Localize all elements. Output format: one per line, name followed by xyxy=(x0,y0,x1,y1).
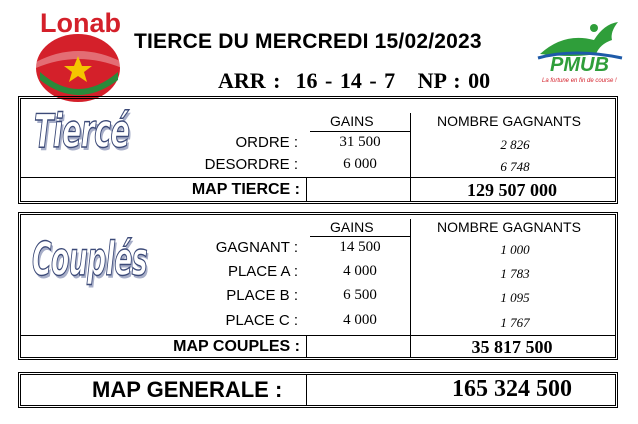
couples-header-underline xyxy=(310,236,410,237)
couples-row-winners: 1 767 xyxy=(500,315,530,330)
lonab-logo xyxy=(26,10,126,105)
couples-row-label: PLACE A : xyxy=(227,263,298,280)
tierce-map-separator xyxy=(20,177,616,178)
tierce-word: Tiercé xyxy=(34,104,130,158)
tierce-row-winners: 6 748 xyxy=(500,159,530,174)
couples-row-label: GAGNANT : xyxy=(215,239,298,256)
pmub-tagline: La fortune en fin de course ! xyxy=(542,78,617,84)
tierce-header-underline xyxy=(310,131,410,132)
couples-row-gain: 4 000 xyxy=(343,263,377,279)
pmub-logo xyxy=(534,14,626,92)
couples-row-winners: 1 000 xyxy=(500,242,530,257)
tierce-row-gain: 6 000 xyxy=(343,156,377,172)
tierce-map-label: MAP TIERCE : xyxy=(191,181,300,198)
couples-column-divider xyxy=(410,219,411,357)
couples-row-label: PLACE B : xyxy=(226,287,298,304)
tierce-row-label: ORDRE : xyxy=(235,134,298,151)
couples-gains-header: GAINS xyxy=(330,219,374,235)
general-map-label: MAP GENERALE : xyxy=(92,377,283,402)
race-result-line: ARR : 16 - 14 - 7 NP : 00 xyxy=(218,68,491,93)
couples-word: Couplés xyxy=(32,232,148,286)
tierce-label-divider xyxy=(306,178,307,201)
page-title: TIERCE DU MERCREDI 15/02/2023 xyxy=(134,30,482,53)
couples-row-winners: 1 783 xyxy=(500,266,530,281)
pmub-logo-text: PMUB xyxy=(550,54,609,76)
couples-winners-header: NOMBRE GAGNANTS xyxy=(437,219,581,235)
couples-row-gain: 6 500 xyxy=(343,287,377,303)
couples-row-winners: 1 095 xyxy=(500,290,530,305)
tierce-winners-header: NOMBRE GAGNANTS xyxy=(437,113,581,129)
tierce-row-gain: 31 500 xyxy=(339,134,381,150)
tierce-row-label: DESORDRE : xyxy=(204,156,298,173)
couples-map-separator xyxy=(20,335,616,336)
couples-row-gain: 4 000 xyxy=(343,312,377,328)
lonab-logo-text: Lonab xyxy=(40,8,121,38)
couples-row-gain: 14 500 xyxy=(339,239,381,255)
general-divider xyxy=(306,375,307,405)
couples-row-label: PLACE C : xyxy=(225,312,298,329)
tierce-gains-header: GAINS xyxy=(330,113,374,129)
couples-map-label: MAP COUPLES : xyxy=(173,338,300,355)
couples-map-value: 35 817 500 xyxy=(471,337,553,357)
tierce-row-winners: 2 826 xyxy=(500,137,530,152)
tierce-column-divider xyxy=(410,113,411,201)
couples-label-divider xyxy=(306,336,307,357)
tierce-map-value: 129 507 000 xyxy=(467,180,557,200)
general-map-value: 165 324 500 xyxy=(452,376,572,402)
